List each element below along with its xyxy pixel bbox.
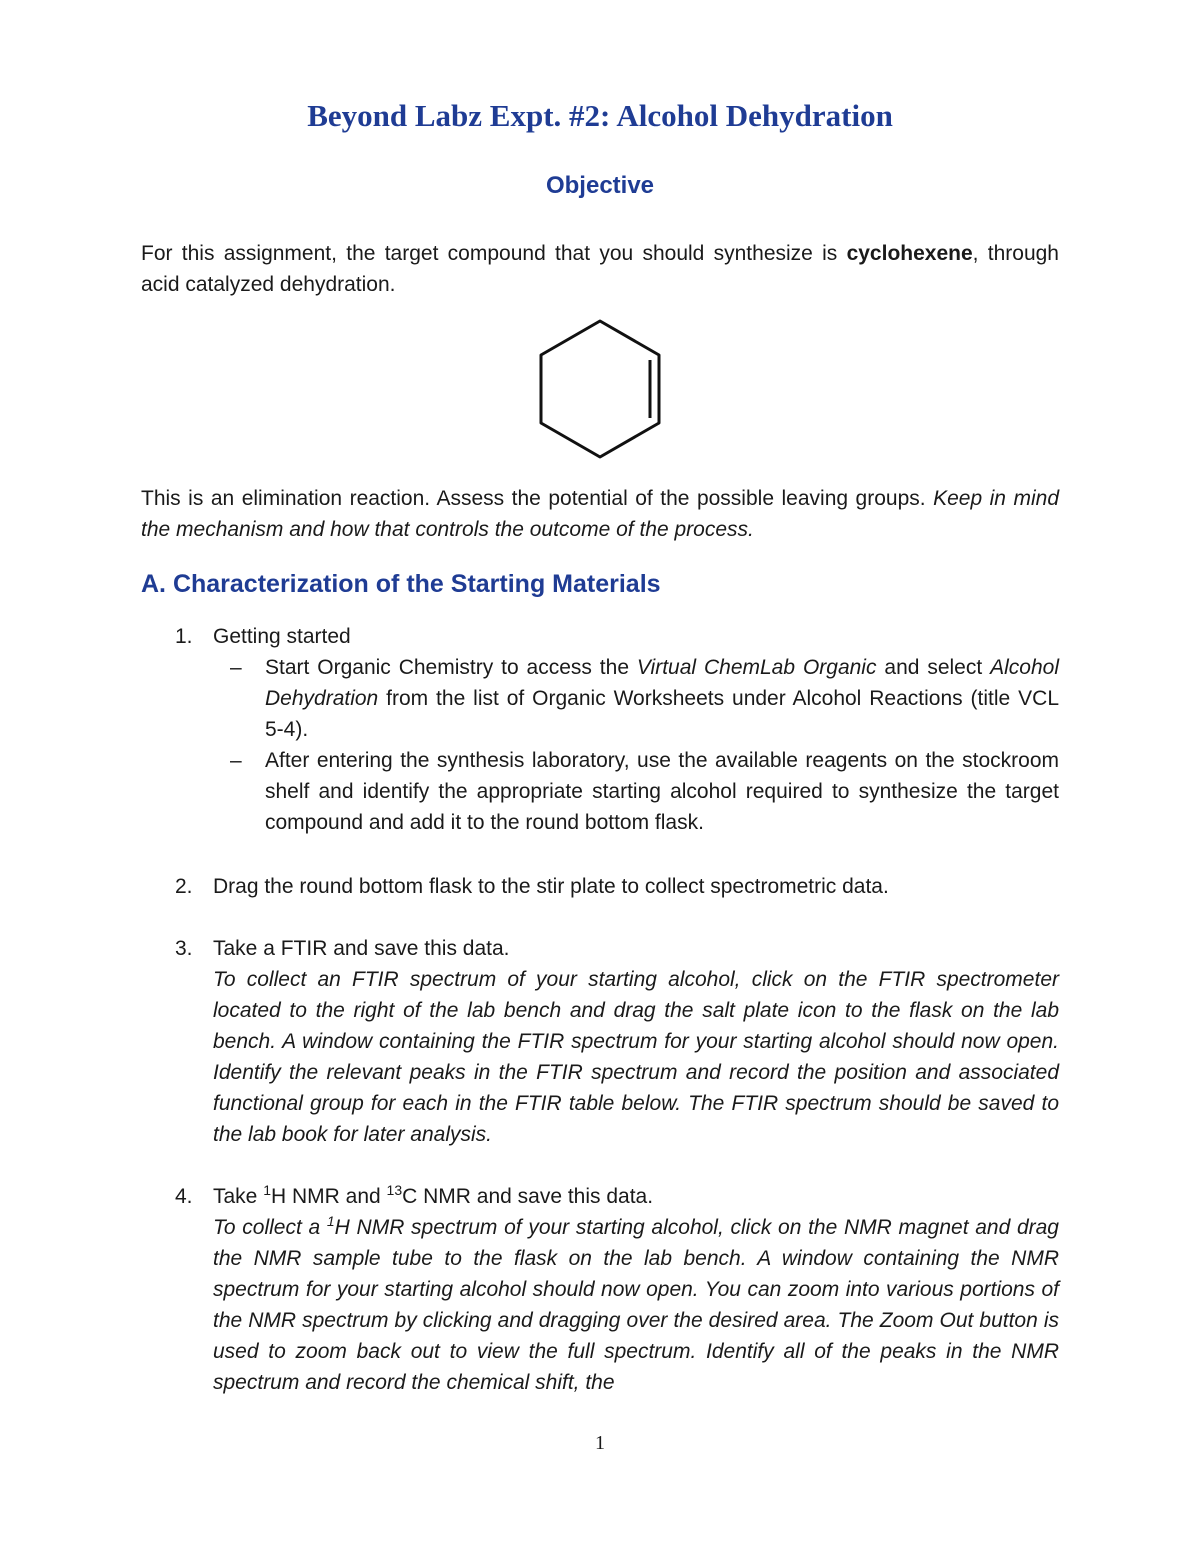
intro-paragraph	[141, 238, 1059, 300]
step-number: 1.	[175, 625, 193, 648]
step-lead: Drag the round bottom flask to the stir plate to collect spectrometric data.	[213, 875, 889, 898]
worksheet-name: Alcohol Dehydration	[265, 656, 1060, 710]
step-number: 2.	[175, 875, 193, 898]
superscript: 1	[326, 1213, 335, 1229]
superscript: 1	[263, 1182, 271, 1198]
lead-text: Take	[213, 1185, 264, 1208]
sub-item-start-software	[213, 652, 1059, 745]
intro-after: , through acid catalyzed dehydration.	[141, 242, 1059, 296]
step-number: 3.	[175, 937, 193, 960]
step-instructions: To collect an FTIR spectrum of your starting alcohol, click on the FTIR spectrometer located to the right of the lab bench and drag the salt plate icon to the flask on the lab bench. A window containing the FTIR spectrum for your starting alcohol should now open. Identify the relevant peaks in the FTIR spectrum and record the position and associated functional group for each in the FTIR table below. The FTIR spectrum should be saved to the lab book for later analysis.	[213, 968, 1059, 1146]
software-name: Virtual ChemLab Organic	[636, 656, 877, 679]
page-number: 1	[595, 1432, 605, 1454]
objective-heading: Objective	[545, 172, 655, 199]
lead-text: C NMR and save this data.	[402, 1185, 654, 1208]
sub-text: After entering the synthesis laboratory, use the available reagents on the stockroom shelf and identify the appropriate starting alcohol required to synthesize the target compound and add it to the round bottom flask.	[265, 749, 1059, 834]
step-lead: Take a FTIR and save this data.	[213, 937, 510, 960]
step-number: 4.	[175, 1185, 193, 1208]
sub-item-select-alcohol	[213, 745, 1059, 838]
step-lead	[213, 1181, 1059, 1212]
target-compound: cyclohexene	[846, 242, 973, 265]
step-body	[213, 1181, 1059, 1398]
dash-bullet: –	[230, 749, 242, 772]
elimination-note	[141, 483, 1059, 545]
step-instructions	[213, 1212, 1059, 1398]
sub-text: Start Organic Chemistry to access the	[265, 656, 637, 679]
step-body	[213, 621, 1059, 838]
section-a-heading: A. Characterization of the Starting Materials	[141, 570, 661, 598]
sub-text: and select	[876, 656, 991, 679]
step-lead: Getting started	[213, 625, 351, 648]
intro-before: For this assignment, the target compound that you should synthesize is	[141, 242, 847, 265]
step-body	[213, 933, 1059, 1150]
step-body	[213, 871, 1059, 902]
note-text: To collect a	[213, 1216, 327, 1239]
cyclohexene-structure	[530, 316, 670, 464]
note-text: H NMR spectrum of your starting alcohol, click on the NMR magnet and drag the NMR sample tube to the flask on the lab bench. A window containing the NMR spectrum for your starting alcohol should now open. You can zoom into various portions of the NMR spectrum by clicking and dragging over the desired area. The Zoom Out button is used to zoom back out to view the full spectrum. Identify all of the peaks in the NMR spectrum and record the chemical shift, the	[213, 1216, 1059, 1394]
sub-text: from the list of Organic Worksheets under Alcohol Reactions (title VCL 5-4).	[265, 687, 1059, 741]
note-italic: Keep in mind the mechanism and how that controls the outcome of the process.	[141, 487, 1060, 541]
note-plain: This is an elimination reaction. Assess the potential of the possible leaving groups.	[141, 487, 934, 510]
lead-text: H NMR and	[271, 1185, 387, 1208]
superscript: 13	[386, 1182, 403, 1198]
document-title: Beyond Labz Expt. #2: Alcohol Dehydration	[307, 98, 893, 133]
dash-bullet: –	[230, 656, 242, 679]
ring-bonds	[541, 321, 659, 457]
